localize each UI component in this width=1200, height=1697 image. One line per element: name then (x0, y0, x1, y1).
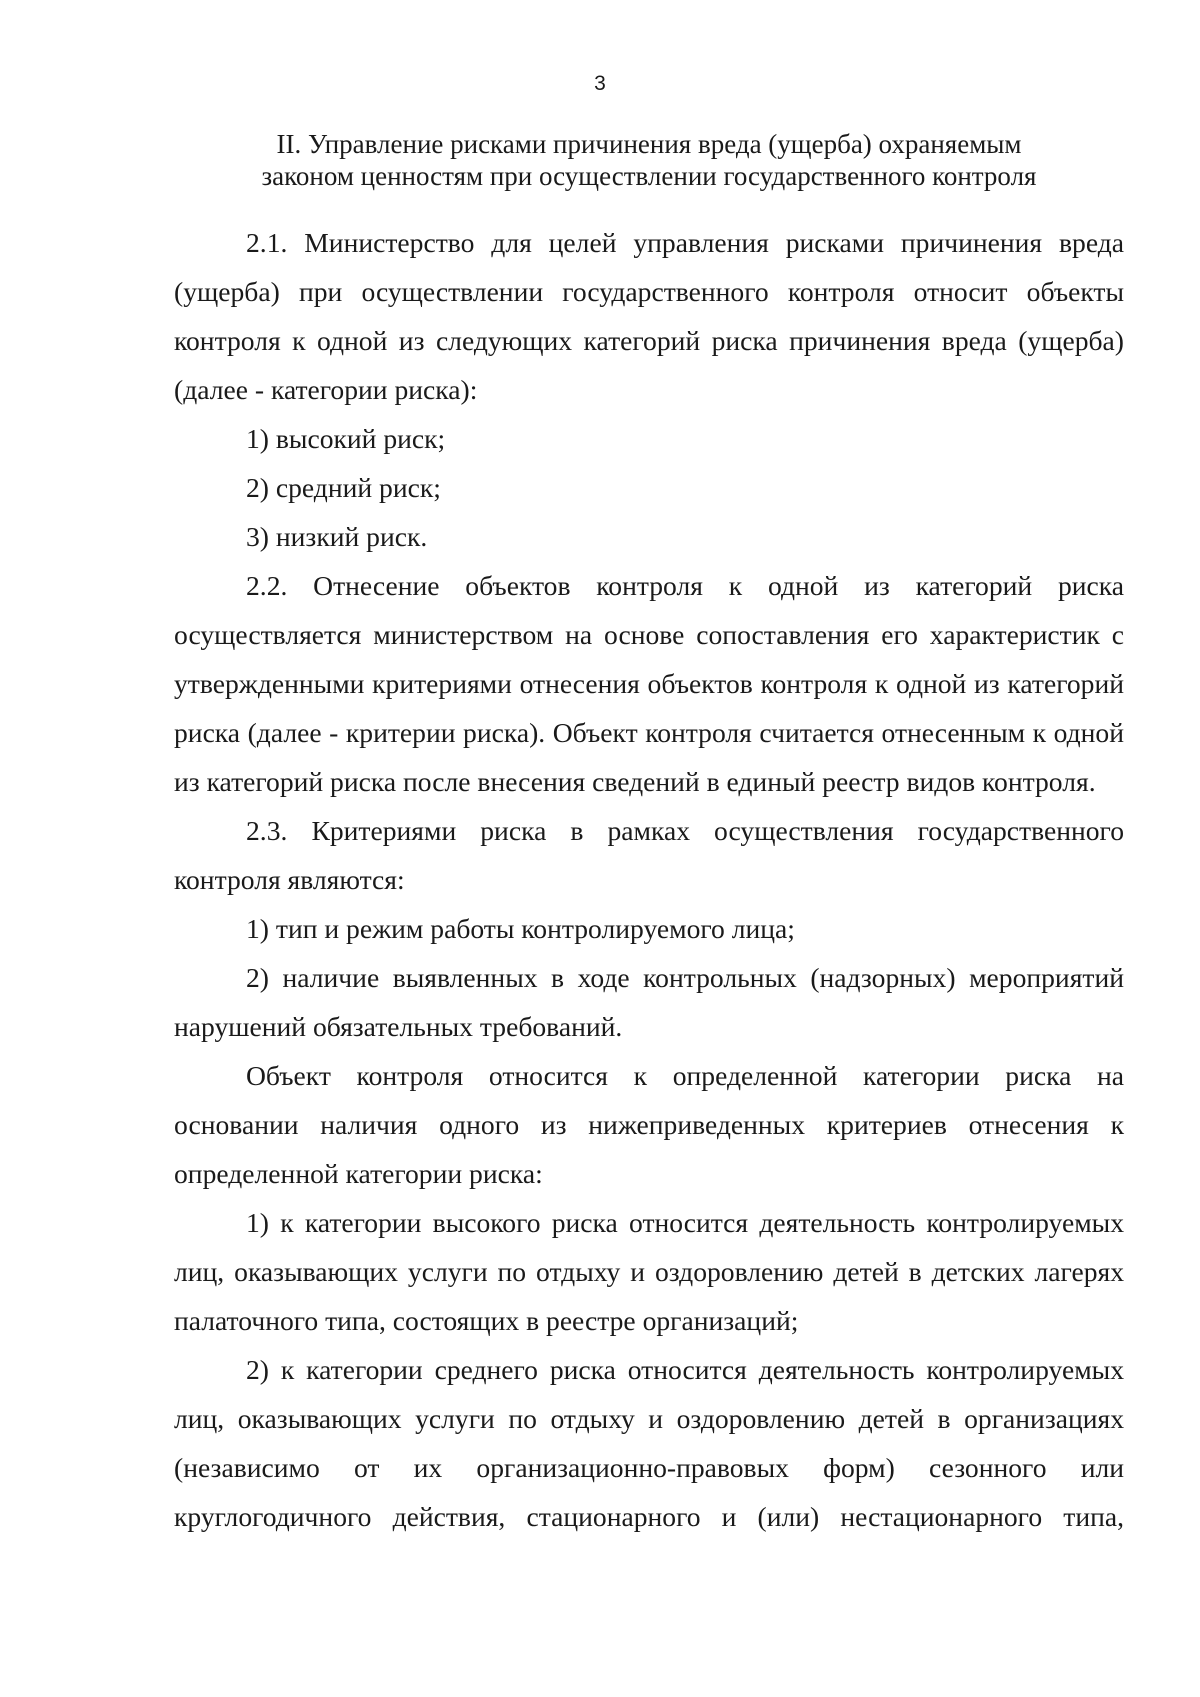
list-item-low-risk: 3) низкий риск. (246, 521, 428, 552)
paragraph-2-2: 2.2. Отнесение объектов контроля к одной из категорий риска осуществляется министерством на основе сопоставления его характеристик с утвержденными критериями отнесения объектов контроля к одной из категорий риска (далее - критерии риска). Объект контроля считается отнесенным к одной из категорий риска после внесения сведений в единый реестр видов контроля. (174, 570, 1124, 797)
paragraph-2-3: 2.3. Критериями риска в рамках осуществления государственного контроля являются: (174, 815, 1124, 895)
document-body (174, 218, 1124, 1541)
paragraph-category-assignment: Объект контроля относится к определенной категории риска на основании наличия одного из нижеприведенных критериев отнесения к определенной категории риска: (174, 1060, 1124, 1189)
section-heading-line-1: II. Управление рисками причинения вреда (ущерба) охраняемым (276, 129, 1022, 159)
category-item-high: 1) к категории высокого риска относится деятельность контролируемых лиц, оказывающих услуги по отдыху и оздоровлению детей в детских лагерях палаточного типа, состоящих в реестре организаций; (174, 1207, 1124, 1336)
paragraph-2-1: 2.1. Министерство для целей управления рисками причинения вреда (ущерба) при осуществлении государственного контроля относит объекты контроля к одной из следующих категорий риска причинения вреда (ущерба) (далее - категории риска): (174, 227, 1124, 405)
list-item-medium-risk: 2) средний риск; (246, 472, 441, 503)
list-item-high-risk: 1) высокий риск; (246, 423, 446, 454)
section-heading-line-2: законом ценностям при осуществлении государственного контроля (261, 161, 1037, 191)
section-heading (175, 128, 1123, 192)
criterion-item-2: 2) наличие выявленных в ходе контрольных (надзорных) мероприятий нарушений обязательных требований. (174, 962, 1124, 1042)
category-item-medium: 2) к категории среднего риска относится деятельность контролируемых лиц, оказывающих услуги по отдыху и оздоровлению детей в организациях (независимо от их организационно-правовых форм) сезонного или круглогодичного действия, стационарного и (или) нестационарного типа, (174, 1354, 1124, 1532)
page-number: 3 (594, 72, 606, 95)
criterion-item-1: 1) тип и режим работы контролируемого лица; (246, 913, 795, 944)
